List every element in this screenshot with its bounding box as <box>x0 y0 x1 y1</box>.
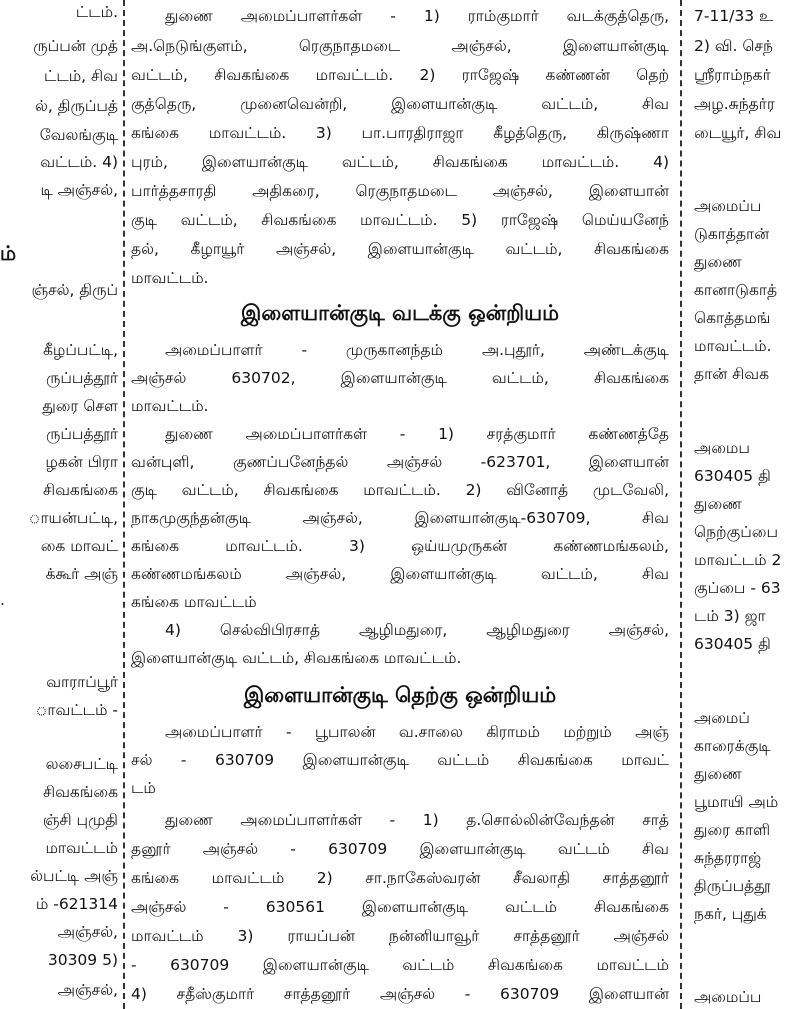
text-line: வன்புளி, குணப்பனேந்தல் அஞ்சல் -623701, இளையான் <box>131 453 669 471</box>
text-line: கண்ணமங்கலம் அஞ்சல், இளையான்குடி வட்டம், சிவ <box>131 565 669 583</box>
left-line: க்கூர் அஞ் <box>45 565 118 583</box>
section-heading: இளையான்குடி வடக்கு ஒன்றியம் <box>240 301 560 325</box>
right-line: கானாடுகாத் <box>694 281 778 299</box>
left-line: ட்டம், சிவ <box>44 67 118 85</box>
right-line: குப்பை - 63 <box>694 579 781 597</box>
left-line: ழகன் பிரா <box>45 453 118 471</box>
left-line: லசைபட்டி <box>45 755 118 773</box>
right-line: 7-11/33 உ <box>694 7 774 25</box>
text-line: வட்டம், சிவகங்கை மாவட்டம். 2) ராஜேஷ் கண்ணன் தெற் <box>131 66 669 84</box>
text-line: 4) சதீஸ்குமார் சாத்தனூர் அஞ்சல் - 630709 இளையான் <box>131 985 669 1003</box>
left-line: துரை செள <box>42 397 118 415</box>
text-line: குடி வட்டம், சிவகங்கை மாவட்டம். 2) வினோத் முடவேலி, <box>131 481 669 499</box>
right-line: 630405 தி <box>694 635 771 653</box>
right-line: பூமாயி அம் <box>694 793 779 811</box>
right-line: தான் சிவக <box>694 365 770 383</box>
text-line: துணை அமைப்பாளர்கள் - 1) ராம்குமார் வடக்குத்தெரு, <box>165 7 669 25</box>
left-line: டி அஞ்சல், <box>40 181 118 199</box>
right-line: அழ.சுந்தர்ர <box>694 95 775 113</box>
right-line: சுந்தரராஜ் <box>694 849 762 867</box>
text-line: குடி வட்டம், சிவகங்கை மாவட்டம். 5) ராஜேஷ் மெய்யனேந் <box>131 211 669 229</box>
left-line: 30309 5) <box>47 951 118 969</box>
right-line: திருப்பத்தூ <box>694 877 771 895</box>
right-line: அமைப <box>694 439 750 457</box>
text-line: கங்கை மாவட்டம். 3) ஒய்யமுருகன் கண்ணமங்கலம், <box>131 537 669 555</box>
left-line: ருப்பத்தூர் <box>46 425 118 443</box>
text-line: தனூர் அஞ்சல் - 630709 இளையான்குடி வட்டம் சிவ <box>131 840 669 858</box>
text-line: பார்த்தசாரதி அதிகரை, ரெகுநாதமடை அஞ்சல், இளையான் <box>131 182 669 200</box>
left-line: மாவட்டம் <box>45 839 118 857</box>
left-line: சிவகங்கை <box>42 783 118 801</box>
text-line: அ.நெடுங்குளம், ரெகுநாதமடை அஞ்சல், இளையான்குடி <box>131 37 669 55</box>
text-line: கங்கை மாவட்டம் 2) சா.நாகேஸ்வரன் சீவலாதி சாத்தனூர் <box>131 869 669 887</box>
left-line: ருப்பத்தூர் <box>46 369 118 387</box>
left-line: ட்டம். <box>75 3 118 21</box>
text-line: மாவட்டம். <box>131 269 209 287</box>
middle-column <box>131 0 669 1009</box>
right-line: அமைப்ப <box>694 988 762 1006</box>
right-line: மாவட்டம். <box>694 337 772 355</box>
text-line: இளையான்குடி வட்டம், சிவகங்கை மாவட்டம். <box>131 649 462 667</box>
text-line: அஞ்சல் 630702, இளையான்குடி வட்டம், சிவகங்கை <box>131 369 669 387</box>
right-line: நகர், புதுக் <box>694 905 767 923</box>
right-line: காரைக்குடி <box>694 737 771 755</box>
text-line: கங்கை மாவட்டம் <box>131 593 257 611</box>
right-line: கொத்தமங் <box>694 309 771 327</box>
right-line: டம் 3) ஜா <box>694 607 766 625</box>
right-line: டையூர், சிவ <box>694 124 782 142</box>
left-line: ாவட்டம் - <box>35 701 118 719</box>
left-line: அஞ்சல், <box>57 923 118 941</box>
right-line: அமைப் <box>694 709 750 727</box>
left-line: சிவகங்கை <box>42 481 118 499</box>
text-line: தல், கீழாயூர் அஞ்சல், இளையான்குடி வட்டம், சிவகங்கை <box>131 240 669 258</box>
text-line: துணை அமைப்பாளர்கள் - 1) த.சொல்லின்வேந்தன் சாத் <box>165 811 669 829</box>
right-line: துணை <box>694 765 742 783</box>
left-line: அஞ்சல், <box>57 981 118 999</box>
text-line: சல் - 630709 இளையான்குடி வட்டம் சிவகங்கை மாவட் <box>131 751 669 769</box>
right-line: மாவட்டம் 2 <box>694 551 782 569</box>
left-line: . <box>0 591 5 609</box>
text-line: - 630709 இளையான்குடி வட்டம் சிவகங்கை மாவட்டம் <box>131 956 669 974</box>
left-line: ஞ்சல், திருப் <box>31 281 118 299</box>
right-line: துணை <box>694 253 742 271</box>
right-line: 2) வி. செந் <box>694 37 773 55</box>
text-line: துணை அமைப்பாளர்கள் - 1) சரத்குமார் கண்ணத்தே <box>165 425 669 443</box>
left-line: கை மாவட் <box>40 537 118 555</box>
text-line: அஞ்சல் - 630561 இளையான்குடி வட்டம் சிவகங்கை <box>131 898 669 916</box>
left-line: வேலங்குடி <box>39 126 118 144</box>
right-line: டுகாத்தான் <box>694 225 770 243</box>
text-line: 4) செல்விபிரசாத் ஆழிமதுரை, ஆழிமதுரை அஞ்சல், <box>165 621 669 639</box>
left-line: ாயன்பட்டி, <box>28 509 118 527</box>
left-line: ஞ்சி புமுதி <box>42 811 118 829</box>
left-line: வாராப்பூர் <box>46 673 118 691</box>
text-line: அமைப்பாளர் - பூபாலன் வ.சாலை கிராமம் மற்றும் அஞ் <box>165 723 669 741</box>
left-line: ல், திருப்பத் <box>35 97 118 115</box>
right-line: அமைப்ப <box>694 197 762 215</box>
text-line: டம் <box>131 779 156 797</box>
text-line: அமைப்பாளர் - முருகானந்தம் அ.புதூர், அண்டக்குடி <box>165 341 669 359</box>
left-line: ருப்பன் முத் <box>33 37 118 55</box>
column-divider <box>680 0 682 1009</box>
text-line: புரம், இளையான்குடி வட்டம், சிவகங்கை மாவட்டம். 4) <box>131 153 669 171</box>
text-line: மாவட்டம் 3) ராயப்பன் நன்னியாவூர் சாத்தனூர் அஞ்சல் <box>131 927 669 945</box>
right-line: ஸ்ரீராம்நகர் <box>694 66 771 84</box>
left-line: ம் -621314 <box>35 895 118 913</box>
left-line: ல்பட்டி அஞ் <box>30 867 118 885</box>
section-heading: இளையான்குடி தெற்கு ஒன்றியம் <box>243 683 557 707</box>
left-line: கீழப்பட்டி, <box>42 341 118 359</box>
right-line: துரை காளி <box>694 821 771 839</box>
text-line: கங்கை மாவட்டம். 3) பா.பாரதிராஜா கீழத்தெரு, கிருஷ்ணா <box>131 124 669 142</box>
text-line: குத்தெரு, முனைவென்றி, இளையான்குடி வட்டம், சிவ <box>131 95 669 113</box>
right-column <box>694 0 800 1009</box>
text-line: மாவட்டம். <box>131 397 209 415</box>
text-line: நாகமுகுந்தன்குடி அஞ்சல், இளையான்குடி-630709, சிவ <box>131 509 669 527</box>
right-line: 630405 தி <box>694 467 771 485</box>
column-divider <box>123 0 125 1009</box>
left-column <box>0 0 118 1009</box>
left-heading: ம் <box>0 241 17 265</box>
right-line: நெற்குப்பை <box>694 523 778 541</box>
right-line: துணை <box>694 495 742 513</box>
left-line: வட்டம். 4) <box>40 153 118 171</box>
